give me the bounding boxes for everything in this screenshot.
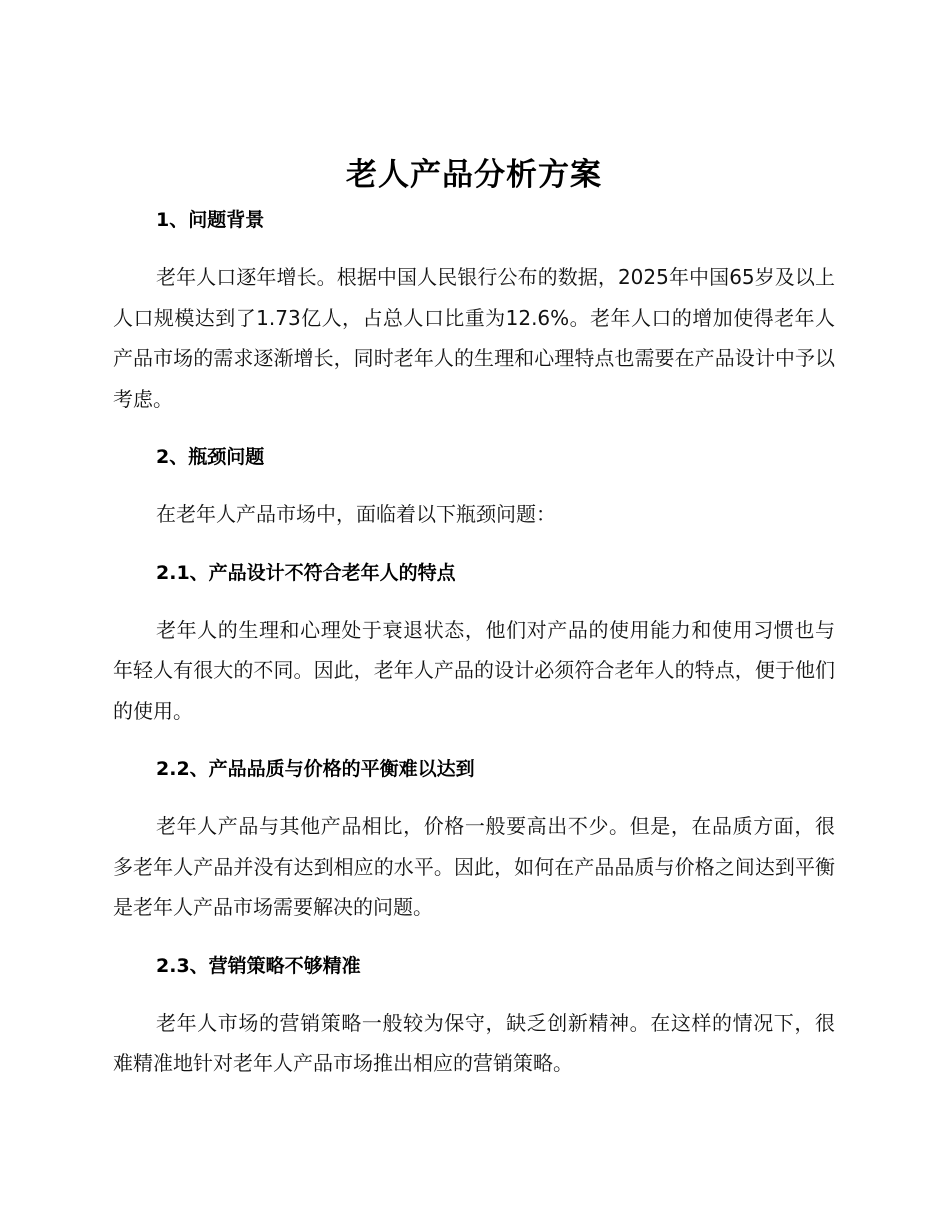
section-paragraph-design: 老年人的生理和心理处于衰退状态，他们对产品的使用能力和使用习惯也与年轻人有很大的不同。因此，老年人产品的设计必须符合老年人的特点，便于他们的使用。 [113,617,835,723]
section-heading-design: 2.1、产品设计不符合老年人的特点 [156,561,456,584]
document-title: 老人产品分析方案 [346,157,602,193]
section-paragraph-quality-price: 老年人产品与其他产品相比，价格一般要高出不少。但是，在品质方面，很多老年人产品并没有达到相应的水平。因此，如何在产品品质与价格之间达到平衡是老年人产品市场需要解决的问题。 [113,814,835,919]
section-heading-quality-price: 2.2、产品品质与价格的平衡难以达到 [156,758,475,780]
section-paragraph-background: 老年人口逐年增长。根据中国人民银行公布的数据，2025年中国65岁及以上人口规模达到了1.73亿人，占总人口比重为12.6%。老年人口的增加使得老年人产品市场的需求逐渐增长，同时老年人的生理和心理特点也需要在产品设计中予以考虑。 [113,265,835,411]
document-body [113,146,835,1084]
section-paragraph-bottleneck: 在老年人产品市场中，面临着以下瓶颈问题： [156,502,556,526]
section-heading-bottleneck: 2、瓶颈问题 [156,446,265,468]
section-heading-background: 1、问题背景 [156,209,265,231]
section-paragraph-marketing: 老年人市场的营销策略一般较为保守，缺乏创新精神。在这样的情况下，很难精准地针对老年人产品市场推出相应的营销策略。 [113,1010,835,1075]
section-heading-marketing: 2.3、营销策略不够精准 [156,954,361,977]
